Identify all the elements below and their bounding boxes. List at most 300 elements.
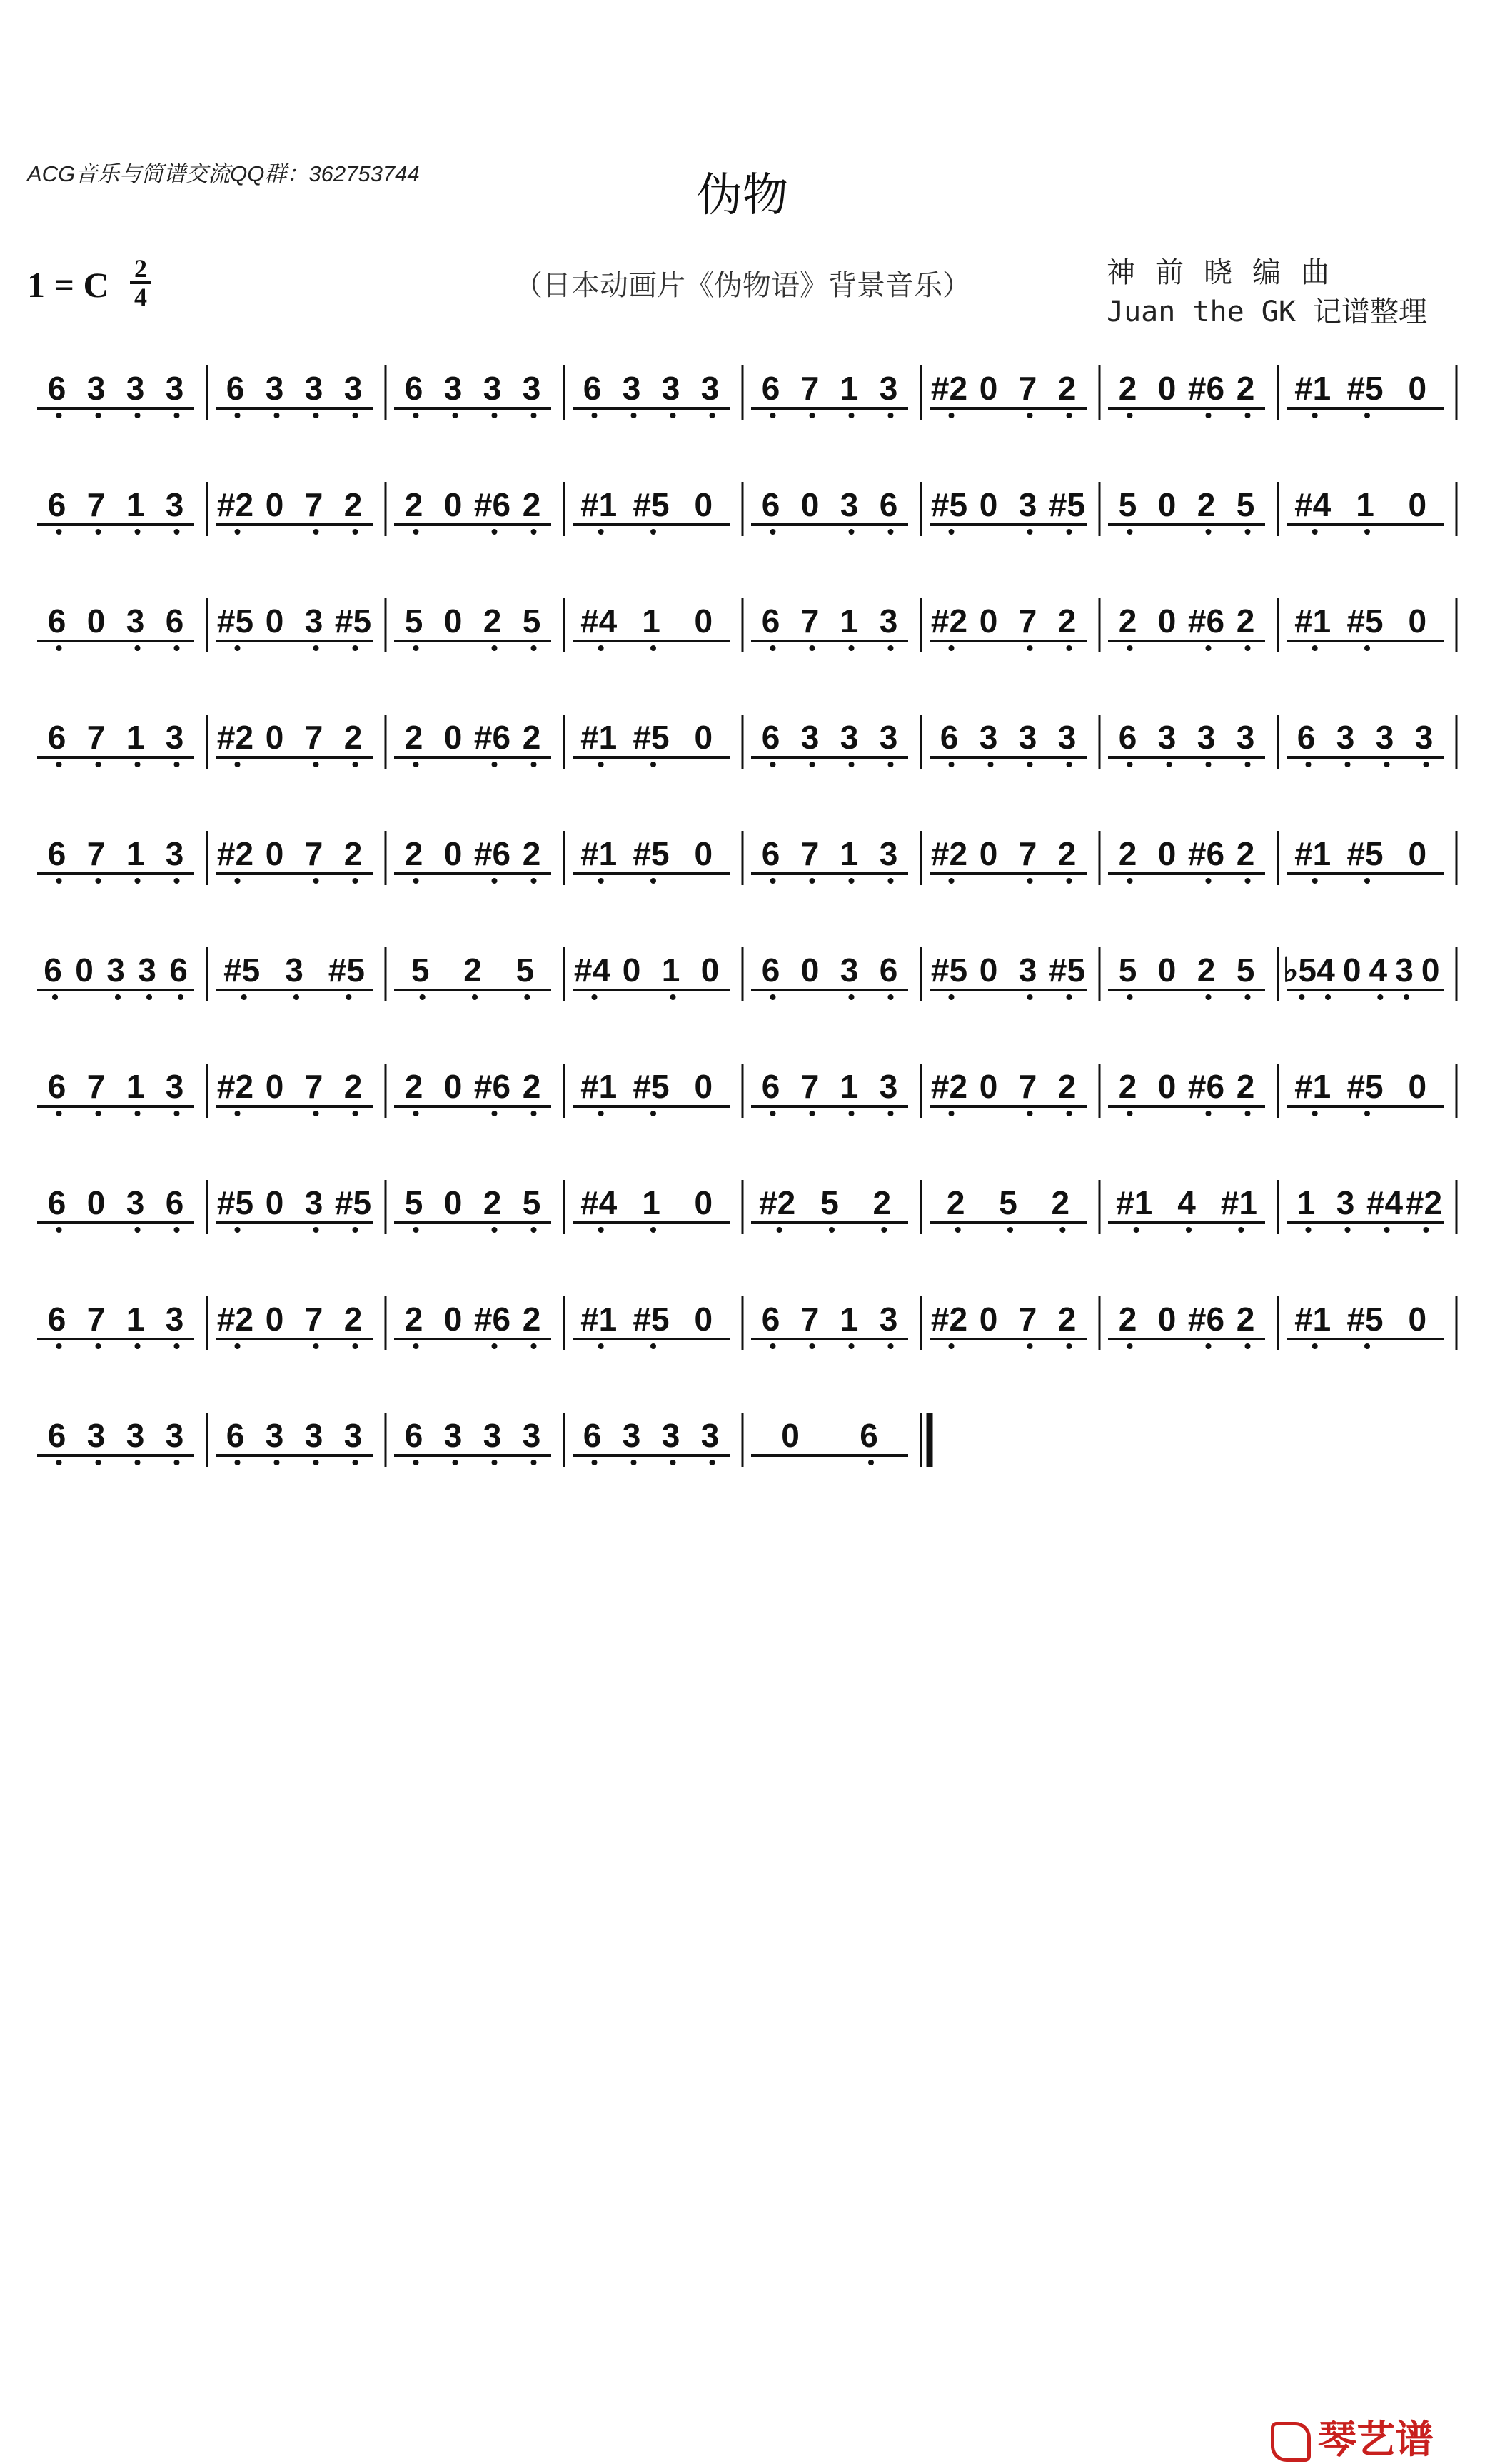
score-note: 5	[1118, 486, 1137, 523]
octave-dot	[235, 762, 241, 767]
score-note: 2	[1197, 486, 1216, 523]
octave-dot	[96, 529, 101, 535]
score-note: 6	[879, 951, 898, 989]
score-note: 7	[304, 719, 323, 756]
score-note: 0	[86, 1184, 106, 1221]
octave-dot	[1245, 994, 1251, 1000]
score-note: #1	[580, 719, 618, 756]
score-note: #2	[216, 1301, 254, 1338]
octave-dot	[1167, 762, 1172, 767]
score-note: 0	[694, 835, 713, 872]
score-note: 0	[1408, 602, 1427, 640]
score-note: 3	[700, 370, 720, 407]
score-note: #2	[216, 719, 254, 756]
score-note: 0	[1408, 835, 1427, 872]
score-note: 3	[879, 719, 898, 756]
score-note: 2	[522, 719, 541, 756]
score-note: 3	[265, 370, 284, 407]
octave-dot	[888, 1111, 894, 1116]
octave-dot	[949, 762, 955, 767]
score-note: 5	[820, 1184, 839, 1221]
octave-dot	[1206, 878, 1212, 884]
score-note: 3	[879, 835, 898, 872]
octave-dot	[353, 645, 358, 651]
score-note: 0	[979, 951, 998, 989]
score-note: 7	[1018, 370, 1037, 407]
octave-dot	[135, 762, 141, 767]
score-note: 3	[1018, 486, 1037, 523]
score-note: 3	[700, 1417, 720, 1454]
score-note: 3	[979, 719, 998, 756]
octave-dot	[631, 1460, 637, 1465]
score-note: 6	[47, 1301, 66, 1338]
score-note: 0	[979, 602, 998, 640]
score-note: 2	[1118, 1301, 1137, 1338]
octave-dot	[353, 413, 358, 418]
octave-dot	[413, 1343, 419, 1349]
octave-dot	[96, 878, 101, 884]
score-note: 2	[1236, 1301, 1255, 1338]
score-note: 3	[483, 370, 502, 407]
octave-dot	[453, 1460, 458, 1465]
score-note: 0	[443, 719, 463, 756]
octave-dot	[849, 1111, 855, 1116]
score-note: 0	[265, 719, 284, 756]
octave-dot	[888, 529, 894, 535]
score-note: 3	[522, 1417, 541, 1454]
octave-dot	[1325, 994, 1331, 1000]
score-note: 2	[404, 835, 423, 872]
score-note: 7	[1018, 835, 1037, 872]
score-note: 3	[126, 1184, 145, 1221]
octave-dot	[241, 994, 247, 1000]
octave-dot	[235, 1460, 241, 1465]
octave-dot	[1238, 1227, 1244, 1233]
score-note: 6	[226, 370, 245, 407]
octave-dot	[135, 1111, 141, 1116]
octave-dot	[770, 645, 776, 651]
score-note: #6	[473, 835, 511, 872]
octave-dot	[492, 1343, 498, 1349]
score-note: 0	[979, 1301, 998, 1338]
octave-dot	[531, 529, 537, 535]
score-note: #2	[759, 1184, 796, 1221]
score-note: 6	[44, 951, 62, 989]
score-note: 3	[1336, 719, 1355, 756]
score-note: 1	[661, 951, 680, 989]
score-note: 7	[86, 486, 106, 523]
octave-dot	[849, 529, 855, 535]
page-title: 伪物	[697, 169, 788, 222]
octave-dot	[631, 413, 637, 418]
octave-dot	[592, 413, 598, 418]
score-note: 0	[1157, 1301, 1177, 1338]
octave-dot	[313, 1460, 319, 1465]
octave-dot	[531, 762, 537, 767]
score-note: 0	[979, 835, 998, 872]
octave-dot	[770, 529, 776, 535]
octave-dot	[1127, 529, 1133, 535]
score-note: 0	[443, 1068, 463, 1105]
octave-dot	[135, 1460, 141, 1465]
octave-dot	[1127, 1111, 1133, 1116]
octave-dot	[492, 1111, 498, 1116]
score-note: 3	[304, 370, 323, 407]
score-note: 3	[1018, 951, 1037, 989]
octave-dot	[770, 1111, 776, 1116]
score-note: 0	[1157, 951, 1177, 989]
octave-dot	[1067, 762, 1072, 767]
score-note: 4	[1317, 951, 1335, 989]
octave-dot	[56, 413, 62, 418]
score-note: 3	[483, 1417, 502, 1454]
octave-dot	[492, 1460, 498, 1465]
octave-dot	[670, 1460, 676, 1465]
octave-dot	[1067, 413, 1072, 418]
octave-dot	[1245, 529, 1251, 535]
score-note: 6	[47, 602, 66, 640]
octave-dot	[274, 1460, 280, 1465]
score-note: 6	[169, 951, 188, 989]
octave-dot	[650, 1343, 656, 1349]
score-note: 5	[999, 1184, 1017, 1221]
score-note: 6	[761, 486, 780, 523]
octave-dot	[598, 1343, 604, 1349]
score-note: 3	[1336, 1184, 1355, 1221]
score-note: 5	[1236, 486, 1255, 523]
octave-dot	[810, 413, 815, 418]
score-note: ♭5	[1282, 951, 1317, 989]
octave-dot	[1067, 1111, 1072, 1116]
score-note: 1	[126, 719, 145, 756]
score-note: 1	[1297, 1184, 1316, 1221]
score-note: 3	[106, 951, 125, 989]
score-note: 2	[522, 835, 541, 872]
score-note: #2	[930, 835, 968, 872]
octave-dot	[770, 762, 776, 767]
octave-dot	[650, 762, 656, 767]
octave-dot	[96, 1111, 101, 1116]
octave-dot	[770, 878, 776, 884]
score-note: #1	[580, 1301, 618, 1338]
octave-dot	[1206, 529, 1212, 535]
octave-dot	[598, 878, 604, 884]
octave-dot	[955, 1227, 961, 1233]
octave-dot	[1404, 994, 1409, 1000]
score-note: 0	[443, 602, 463, 640]
octave-dot	[1007, 1227, 1013, 1233]
score-note: 6	[47, 486, 66, 523]
octave-dot	[413, 878, 419, 884]
score-note: 7	[800, 1068, 820, 1105]
score-note: 2	[1236, 835, 1255, 872]
octave-dot	[710, 413, 715, 418]
octave-dot	[598, 762, 604, 767]
score-note: 6	[226, 1417, 245, 1454]
score-note: 0	[443, 835, 463, 872]
octave-dot	[492, 413, 498, 418]
score-note: 5	[404, 1184, 423, 1221]
octave-dot	[888, 645, 894, 651]
score-note: 0	[781, 1417, 800, 1454]
score-note: #1	[1294, 835, 1332, 872]
octave-dot	[1364, 1343, 1370, 1349]
octave-dot	[888, 994, 894, 1000]
octave-dot	[1134, 1227, 1139, 1233]
octave-dot	[353, 1227, 358, 1233]
score-note: #5	[1346, 1301, 1384, 1338]
octave-dot	[1206, 994, 1212, 1000]
score-note: #6	[473, 1301, 511, 1338]
octave-dot	[56, 1227, 62, 1233]
score-note: #5	[633, 1068, 670, 1105]
octave-dot	[146, 994, 152, 1000]
score-note: 1	[840, 370, 859, 407]
score-note: 5	[522, 1184, 541, 1221]
score-note: #5	[633, 486, 670, 523]
score-note: #1	[580, 835, 618, 872]
score-note: 0	[265, 1184, 284, 1221]
octave-dot	[1424, 762, 1429, 767]
octave-dot	[56, 645, 62, 651]
score-note: 6	[165, 602, 184, 640]
octave-dot	[888, 878, 894, 884]
qq-group-note: ACG音乐与简谱交流QQ群：362753744	[27, 161, 420, 186]
score-note: #2	[216, 835, 254, 872]
score-note: 7	[800, 370, 820, 407]
score-note: #5	[216, 602, 254, 640]
octave-dot	[174, 529, 180, 535]
octave-dot	[1027, 1343, 1033, 1349]
score-note: 3	[1236, 719, 1255, 756]
score-note: 2	[463, 951, 482, 989]
score-note: 0	[265, 1068, 284, 1105]
score-note: 2	[404, 486, 423, 523]
octave-dot	[810, 1343, 815, 1349]
octave-dot	[888, 1343, 894, 1349]
octave-dot	[598, 529, 604, 535]
octave-dot	[353, 1460, 358, 1465]
score-note: 3	[165, 1301, 184, 1338]
octave-dot	[1312, 1111, 1318, 1116]
octave-dot	[1127, 413, 1133, 418]
score-note: 3	[840, 486, 859, 523]
octave-dot	[531, 1343, 537, 1349]
octave-dot	[670, 413, 676, 418]
score-note: #1	[580, 486, 618, 523]
octave-dot	[710, 1460, 715, 1465]
score-note: 0	[1408, 1068, 1427, 1105]
octave-dot	[949, 413, 955, 418]
score-note: 3	[879, 370, 898, 407]
score-note: 1	[1356, 486, 1374, 523]
octave-dot	[174, 413, 180, 418]
octave-dot	[174, 1111, 180, 1116]
octave-dot	[1127, 878, 1133, 884]
octave-dot	[1306, 1227, 1312, 1233]
score-note: 2	[1057, 602, 1077, 640]
score-note: 3	[265, 1417, 284, 1454]
octave-dot	[313, 1227, 319, 1233]
score-note: 0	[979, 486, 998, 523]
score-note: #1	[580, 1068, 618, 1105]
score-note: 3	[165, 486, 184, 523]
octave-dot	[810, 1111, 815, 1116]
octave-dot	[1312, 1343, 1318, 1349]
score-note: 3	[285, 951, 303, 989]
octave-dot	[96, 413, 101, 418]
octave-dot	[56, 878, 62, 884]
score-note: 2	[1057, 370, 1077, 407]
octave-dot	[1424, 1227, 1429, 1233]
octave-dot	[1127, 762, 1133, 767]
octave-dot	[770, 1343, 776, 1349]
score-note: 3	[879, 602, 898, 640]
octave-dot	[1127, 645, 1133, 651]
score-note: 3	[1057, 719, 1077, 756]
score-note: 3	[86, 1417, 106, 1454]
octave-dot	[949, 529, 955, 535]
octave-dot	[770, 994, 776, 1000]
time-signature-denominator: 4	[134, 283, 147, 311]
octave-dot	[235, 1111, 241, 1116]
score-note: 0	[700, 951, 720, 989]
octave-dot	[1206, 1111, 1212, 1116]
score-note: 3	[1375, 719, 1394, 756]
score-note: #2	[930, 1301, 968, 1338]
score-note: 3	[522, 370, 541, 407]
score-note: 7	[1018, 1068, 1037, 1105]
score-note: 7	[800, 1301, 820, 1338]
score-note: #4	[573, 951, 611, 989]
score-note: 2	[343, 1068, 363, 1105]
score-note: 6	[583, 1417, 602, 1454]
octave-dot	[135, 413, 141, 418]
score-note: 0	[979, 1068, 998, 1105]
octave-dot	[1312, 878, 1318, 884]
octave-dot	[777, 1227, 782, 1233]
octave-dot	[235, 1227, 241, 1233]
score-note: 2	[522, 1301, 541, 1338]
octave-dot	[531, 1460, 537, 1465]
score-note: 2	[1236, 370, 1255, 407]
score-note: #5	[223, 951, 261, 989]
score-note: 3	[661, 1417, 680, 1454]
score-note: 5	[1118, 951, 1137, 989]
score-note: 7	[1018, 602, 1037, 640]
octave-dot	[949, 994, 955, 1000]
octave-dot	[174, 762, 180, 767]
score-note: 2	[483, 602, 502, 640]
score-note: 2	[872, 1184, 892, 1221]
score-note: 2	[343, 1301, 363, 1338]
score-note: 3	[800, 719, 820, 756]
octave-dot	[413, 529, 419, 535]
octave-dot	[353, 529, 358, 535]
score-note: #5	[633, 835, 670, 872]
octave-dot	[868, 1460, 874, 1465]
octave-dot	[1345, 762, 1351, 767]
octave-dot	[1384, 762, 1390, 767]
score-note: 0	[75, 951, 94, 989]
score-note: 3	[1157, 719, 1177, 756]
octave-dot	[56, 1343, 62, 1349]
octave-dot	[1364, 529, 1370, 535]
octave-dot	[1186, 1227, 1192, 1233]
score-note: #6	[473, 1068, 511, 1105]
octave-dot	[1027, 413, 1033, 418]
octave-dot	[413, 645, 419, 651]
octave-dot	[413, 1460, 419, 1465]
octave-dot	[96, 762, 101, 767]
score-note: 0	[1157, 835, 1177, 872]
score-note: 2	[404, 1068, 423, 1105]
score-note: 7	[86, 1068, 106, 1105]
score-note: 6	[404, 1417, 423, 1454]
site-logo	[1271, 2409, 1434, 2464]
score-note: 7	[86, 835, 106, 872]
score-note: 3	[165, 835, 184, 872]
octave-dot	[888, 762, 894, 767]
score-note: 6	[940, 719, 959, 756]
score-note: 4	[1369, 951, 1388, 989]
score-note: #4	[1294, 486, 1332, 523]
octave-dot	[531, 645, 537, 651]
octave-dot	[96, 1460, 101, 1465]
octave-dot	[810, 878, 815, 884]
score-note: 5	[404, 602, 423, 640]
octave-dot	[413, 1227, 419, 1233]
score-note: 3	[840, 719, 859, 756]
score-note: 1	[126, 486, 145, 523]
octave-dot	[1245, 762, 1251, 767]
score-note: 6	[47, 1417, 66, 1454]
score-note: #6	[1187, 1068, 1225, 1105]
octave-dot	[650, 1111, 656, 1116]
score-note: 7	[86, 719, 106, 756]
score-note: #2	[216, 486, 254, 523]
score-note: 6	[47, 719, 66, 756]
octave-dot	[810, 645, 815, 651]
score-note: #1	[1294, 370, 1332, 407]
score-note: #1	[1294, 1301, 1332, 1338]
octave-dot	[313, 529, 319, 535]
octave-dot	[592, 1460, 598, 1465]
octave-dot	[1067, 1343, 1072, 1349]
score-note: 0	[694, 719, 713, 756]
octave-dot	[888, 413, 894, 418]
score-note: 7	[304, 1301, 323, 1338]
octave-dot	[135, 645, 141, 651]
time-signature-numerator: 2	[134, 254, 147, 283]
score-note: 1	[840, 1301, 859, 1338]
score-note: #6	[1187, 1301, 1225, 1338]
score-note: 4	[1177, 1184, 1196, 1221]
score-note: #2	[1405, 1184, 1443, 1221]
score-note: 0	[265, 602, 284, 640]
octave-dot	[235, 645, 241, 651]
octave-dot	[531, 1111, 537, 1116]
score-note: 0	[1157, 1068, 1177, 1105]
score-note: 2	[404, 719, 423, 756]
score-note: #1	[1116, 1184, 1153, 1221]
score-note: 6	[1297, 719, 1316, 756]
octave-dot	[592, 994, 598, 1000]
score-note: #6	[473, 486, 511, 523]
subtitle: （日本动画片《伪物语》背景音乐）	[514, 269, 971, 302]
octave-dot	[849, 994, 855, 1000]
octave-dot	[770, 413, 776, 418]
